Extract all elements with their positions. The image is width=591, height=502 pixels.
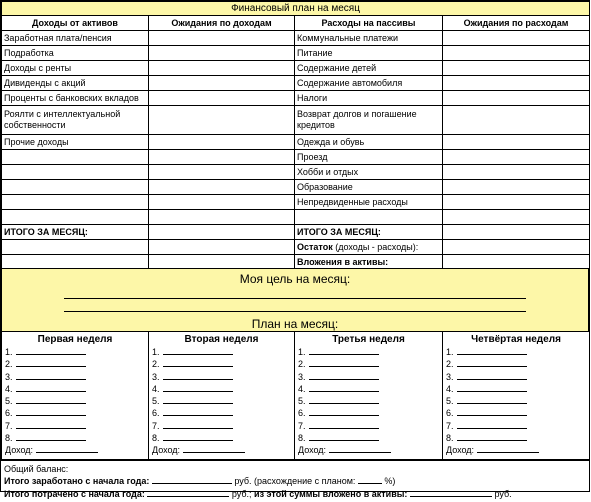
task-field[interactable] xyxy=(163,346,233,355)
week-task-line xyxy=(446,383,586,395)
week-task-line xyxy=(446,395,586,407)
task-number: 4. xyxy=(446,383,454,394)
expense-expect-cell[interactable] xyxy=(443,195,590,210)
table-row xyxy=(2,150,590,165)
task-field[interactable] xyxy=(163,358,233,367)
week-task-line xyxy=(298,383,439,395)
empty-cell xyxy=(2,240,149,255)
expense-item-label: Непредвиденные расходы xyxy=(295,195,443,210)
income-item-label xyxy=(2,165,149,180)
task-field[interactable] xyxy=(163,407,233,416)
week-task-line xyxy=(298,407,439,419)
task-number: 4. xyxy=(152,383,160,394)
income-expect-cell[interactable] xyxy=(149,210,295,225)
income-expect-cell[interactable] xyxy=(149,61,295,76)
task-field[interactable] xyxy=(309,420,379,429)
week-task-line xyxy=(152,346,291,358)
expense-item-label: Хобби и отдых xyxy=(295,165,443,180)
week-task-line xyxy=(446,358,586,370)
task-number: 7. xyxy=(298,420,306,431)
week-task-line xyxy=(5,395,145,407)
table-row xyxy=(2,46,590,61)
task-field[interactable] xyxy=(16,420,86,429)
expense-expect-cell[interactable] xyxy=(443,150,590,165)
week-title: Первая неделя xyxy=(37,334,113,345)
expense-expect-cell[interactable] xyxy=(443,135,590,150)
expense-item-label: Одежда и обувь xyxy=(295,135,443,150)
week-task-line xyxy=(5,407,145,419)
task-field[interactable] xyxy=(457,383,527,392)
table-row xyxy=(2,31,590,46)
week-income-line xyxy=(5,444,145,456)
weeks-table xyxy=(1,331,590,460)
week-task-line xyxy=(152,371,291,383)
income-expect-cell[interactable] xyxy=(149,165,295,180)
remainder-cell xyxy=(295,240,443,255)
income-item-label: Роялти с интеллектуальной собственности xyxy=(2,106,149,135)
income-total-value[interactable] xyxy=(149,225,295,240)
empty-cell xyxy=(149,240,295,255)
earned-end: %) xyxy=(381,476,396,487)
expense-expect-cell[interactable] xyxy=(443,76,590,91)
task-number: 6. xyxy=(152,408,160,419)
week-task-line xyxy=(298,371,439,383)
task-number: 5. xyxy=(152,396,160,407)
income-expect-cell[interactable] xyxy=(149,76,295,91)
week-task-line xyxy=(152,358,291,370)
income-expect-cell[interactable] xyxy=(149,150,295,165)
task-field[interactable] xyxy=(163,395,233,404)
week-income-field[interactable] xyxy=(36,444,98,453)
week-column xyxy=(2,332,149,460)
expenses-expect-header: Ожидания по расходам xyxy=(443,16,590,31)
task-field[interactable] xyxy=(16,383,86,392)
task-field[interactable] xyxy=(163,432,233,441)
task-field[interactable] xyxy=(16,395,86,404)
task-number: 1. xyxy=(5,347,13,357)
earned-field[interactable] xyxy=(152,475,232,484)
expense-item-label: Содержание детей xyxy=(295,61,443,76)
income-expect-cell[interactable] xyxy=(149,106,295,135)
task-field[interactable] xyxy=(163,420,233,429)
expense-item-label: Содержание автомобиля xyxy=(295,76,443,91)
investments-label: Вложения в активы: xyxy=(295,255,443,269)
spent-end: руб. xyxy=(491,488,512,499)
table-row xyxy=(2,106,590,135)
empty-cell xyxy=(2,255,149,269)
week-income-field[interactable] xyxy=(329,444,391,453)
task-field[interactable] xyxy=(16,371,86,380)
remainder-note: (доходы - расходы): xyxy=(332,242,419,252)
week-task-line xyxy=(298,346,439,358)
task-number: 4. xyxy=(298,383,306,394)
task-number: 1. xyxy=(446,347,454,357)
week-task-line xyxy=(298,420,439,432)
income-item-label: Доходы с ренты xyxy=(2,61,149,76)
week-task-line xyxy=(446,420,586,432)
earned-line xyxy=(4,475,586,488)
task-field[interactable] xyxy=(309,371,379,380)
income-expect-cell[interactable] xyxy=(149,46,295,61)
task-field[interactable] xyxy=(457,395,527,404)
expense-total-label: ИТОГО ЗА МЕСЯЦ: xyxy=(295,225,443,240)
table-row xyxy=(2,91,590,106)
task-number: 3. xyxy=(298,371,306,382)
table-row xyxy=(2,195,590,210)
task-number: 8. xyxy=(446,433,454,444)
week-task-line xyxy=(298,395,439,407)
income-item-label xyxy=(2,210,149,225)
week-task-line xyxy=(446,346,586,358)
expense-item-label: Образование xyxy=(295,180,443,195)
task-number: 2. xyxy=(152,359,160,370)
task-field[interactable] xyxy=(163,371,233,380)
task-number: 2. xyxy=(298,359,306,370)
spent-line xyxy=(4,488,586,501)
plan-title: План на месяц: xyxy=(251,317,339,331)
plan-table xyxy=(1,1,590,269)
task-number: 3. xyxy=(5,371,13,382)
week-task-line xyxy=(298,432,439,444)
week-title: Четвёртая неделя xyxy=(471,334,561,345)
task-field[interactable] xyxy=(16,432,86,441)
task-number: 5. xyxy=(298,396,306,407)
task-number: 5. xyxy=(5,396,13,407)
task-field[interactable] xyxy=(457,432,527,441)
income-item-label xyxy=(2,195,149,210)
goal-title: Моя цель на месяц: xyxy=(239,272,351,286)
week-income-label: Доход: xyxy=(152,445,181,456)
table-row xyxy=(2,180,590,195)
week-income-field[interactable] xyxy=(183,444,245,453)
task-field[interactable] xyxy=(457,371,527,380)
task-number: 8. xyxy=(152,433,160,444)
expense-item-label xyxy=(295,210,443,225)
income-item-label: Заработная плата/пенсия xyxy=(2,31,149,46)
week-task-line xyxy=(152,432,291,444)
week-income-field[interactable] xyxy=(477,444,539,453)
task-field[interactable] xyxy=(309,395,379,404)
task-field[interactable] xyxy=(309,407,379,416)
task-field[interactable] xyxy=(309,383,379,392)
week-title: Вторая неделя xyxy=(184,334,259,345)
expense-expect-cell[interactable] xyxy=(443,106,590,135)
expense-expect-cell[interactable] xyxy=(443,180,590,195)
task-number: 6. xyxy=(298,408,306,419)
remainder-label: Остаток xyxy=(297,242,333,252)
task-number: 7. xyxy=(446,420,454,431)
task-field[interactable] xyxy=(457,407,527,416)
expense-expect-cell[interactable] xyxy=(443,165,590,180)
expense-expect-cell[interactable] xyxy=(443,46,590,61)
week-income-line xyxy=(298,444,439,456)
income-item-label: Прочие доходы xyxy=(2,135,149,150)
task-field[interactable] xyxy=(309,346,379,355)
week-title: Третья неделя xyxy=(332,334,405,345)
week-income-label: Доход: xyxy=(298,445,327,456)
task-number: 3. xyxy=(152,371,160,382)
expense-expect-cell[interactable] xyxy=(443,210,590,225)
task-number: 2. xyxy=(5,359,13,370)
expense-expect-cell[interactable] xyxy=(443,61,590,76)
spent-mid: руб.; xyxy=(229,488,255,499)
week-task-line xyxy=(5,432,145,444)
income-item-label xyxy=(2,150,149,165)
deviation-field[interactable] xyxy=(358,475,382,484)
income-item-label: Дивиденды с акций xyxy=(2,76,149,91)
task-field[interactable] xyxy=(457,346,527,355)
week-task-line xyxy=(152,420,291,432)
table-row xyxy=(2,76,590,91)
week-task-line xyxy=(5,383,145,395)
task-number: 6. xyxy=(446,408,454,419)
investments-value[interactable] xyxy=(443,255,590,269)
task-field[interactable] xyxy=(16,358,86,367)
week-task-line xyxy=(5,358,145,370)
week-column xyxy=(149,332,295,460)
expense-item-label: Коммунальные платежи xyxy=(295,31,443,46)
expenses-header: Расходы на пассивы xyxy=(295,16,443,31)
expense-expect-cell[interactable] xyxy=(443,31,590,46)
week-income-label: Доход: xyxy=(5,445,34,456)
table-row xyxy=(2,210,590,225)
remainder-value[interactable] xyxy=(443,240,590,255)
summary-section xyxy=(1,460,589,502)
page-title: Финансовый план на месяц xyxy=(2,2,590,16)
spent-field[interactable] xyxy=(147,488,229,497)
income-expect-header: Ожидания по доходам xyxy=(149,16,295,31)
week-task-line xyxy=(446,432,586,444)
income-item-label xyxy=(2,180,149,195)
week-task-line xyxy=(5,420,145,432)
task-field[interactable] xyxy=(163,383,233,392)
goal-line[interactable] xyxy=(64,289,526,299)
task-field[interactable] xyxy=(457,358,527,367)
task-field[interactable] xyxy=(16,407,86,416)
table-row xyxy=(2,61,590,76)
week-task-line xyxy=(446,407,586,419)
task-number: 8. xyxy=(298,433,306,444)
income-expect-cell[interactable] xyxy=(149,135,295,150)
invested-field[interactable] xyxy=(410,488,492,497)
task-number: 3. xyxy=(446,371,454,382)
expense-expect-cell[interactable] xyxy=(443,91,590,106)
earned-label: Итого заработано с начала года: xyxy=(4,476,150,487)
week-task-line xyxy=(446,371,586,383)
task-number: 1. xyxy=(298,347,306,357)
goal-line[interactable] xyxy=(64,302,526,312)
task-number: 2. xyxy=(446,359,454,370)
income-total-label: ИТОГО ЗА МЕСЯЦ: xyxy=(2,225,149,240)
week-task-line xyxy=(152,395,291,407)
task-number: 7. xyxy=(152,420,160,431)
week-task-line xyxy=(5,346,145,358)
income-expect-cell[interactable] xyxy=(149,31,295,46)
empty-cell xyxy=(149,255,295,269)
task-field[interactable] xyxy=(309,358,379,367)
income-item-label: Подработка xyxy=(2,46,149,61)
spent-label: Итого потрачено с начала года: xyxy=(4,488,145,499)
task-number: 1. xyxy=(152,347,160,357)
expense-item-label: Проезд xyxy=(295,150,443,165)
week-income-line xyxy=(446,444,586,456)
week-task-line xyxy=(298,358,439,370)
week-column xyxy=(443,332,590,460)
task-field[interactable] xyxy=(16,346,86,355)
week-task-line xyxy=(152,383,291,395)
task-number: 4. xyxy=(5,383,13,394)
task-field[interactable] xyxy=(309,432,379,441)
expense-total-value[interactable] xyxy=(443,225,590,240)
week-column xyxy=(295,332,443,460)
table-row xyxy=(2,165,590,180)
week-income-label: Доход: xyxy=(446,445,475,456)
goal-section xyxy=(1,269,589,331)
week-income-line xyxy=(152,444,291,456)
expense-item-label: Питание xyxy=(295,46,443,61)
income-expect-cell[interactable] xyxy=(149,195,295,210)
task-field[interactable] xyxy=(457,420,527,429)
income-item-label: Проценты с банковских вкладов xyxy=(2,91,149,106)
income-expect-cell[interactable] xyxy=(149,180,295,195)
table-row xyxy=(2,135,590,150)
task-number: 5. xyxy=(446,396,454,407)
earned-mid: руб. (расхождение с планом: xyxy=(231,476,358,487)
task-number: 8. xyxy=(5,433,13,444)
expense-item-label: Возврат долгов и погашение кредитов xyxy=(295,106,443,135)
week-task-line xyxy=(152,407,291,419)
income-expect-cell[interactable] xyxy=(149,91,295,106)
balance-label: Общий баланс: xyxy=(4,463,69,474)
task-number: 7. xyxy=(5,420,13,431)
week-task-line xyxy=(5,371,145,383)
task-number: 6. xyxy=(5,408,13,419)
income-header: Доходы от активов xyxy=(2,16,149,31)
spent-invested-label: из этой суммы вложено в активы: xyxy=(254,488,408,499)
expense-item-label: Налоги xyxy=(295,91,443,106)
